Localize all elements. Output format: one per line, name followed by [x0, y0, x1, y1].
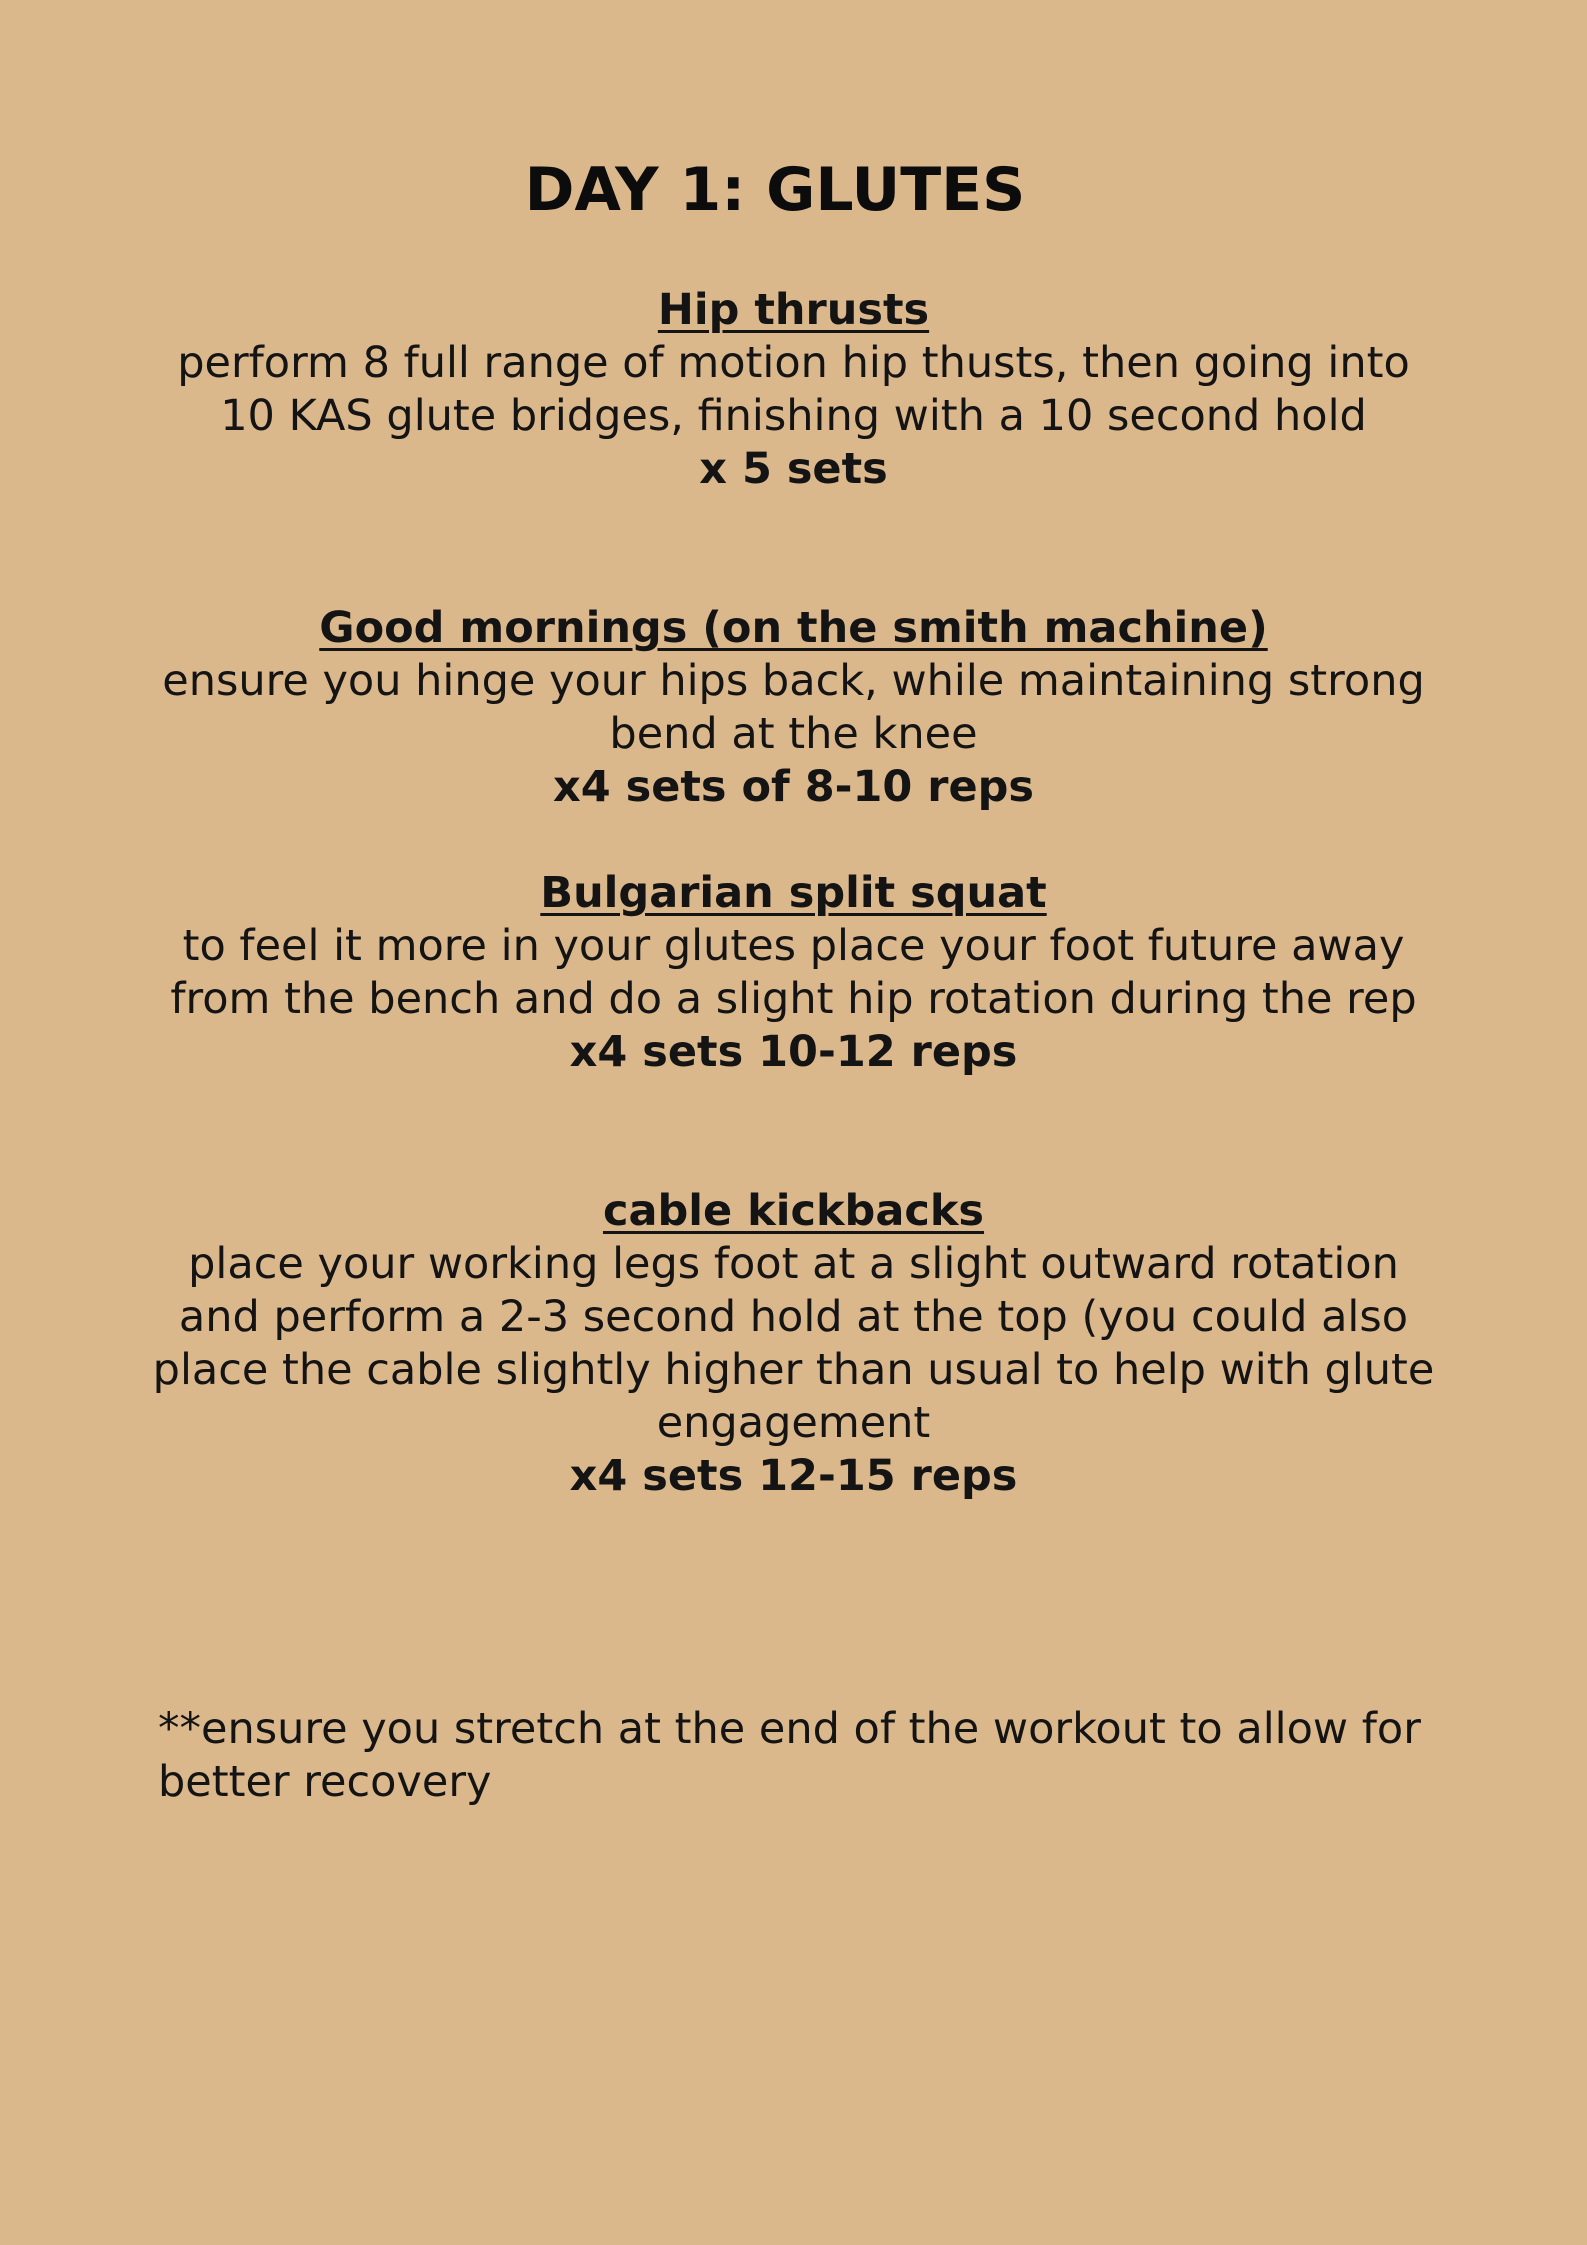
footer-note: **ensure you stretch at the end of the workout to allow for better recovery: [158, 1704, 1421, 1807]
page-title: DAY 1: GLUTES: [524, 155, 1026, 225]
exercise-block: [150, 602, 1437, 814]
exercise-name: cable kickbacks: [602, 1186, 985, 1236]
exercise-block: [150, 284, 1437, 496]
exercise-name: Hip thrusts: [657, 285, 930, 335]
exercise-description: place your working legs foot at a slight outward rotation and perform a 2-3 second hold at the top (you could also place the cable slightly higher than usual to help with glute engagement: [152, 1239, 1435, 1448]
exercise-block: [150, 867, 1437, 1079]
exercise-name: Good mornings (on the smith machine): [319, 603, 1268, 653]
exercise-sets: x 5 sets: [699, 444, 888, 494]
exercise-sets: x4 sets 10-12 reps: [569, 1027, 1018, 1077]
exercise-description: ensure you hinge your hips back, while maintaining strong bend at the knee: [162, 656, 1425, 759]
exercise-name: Bulgarian split squat: [540, 868, 1047, 918]
exercise-description: perform 8 full range of motion hip thusts, then going into 10 KAS glute bridges, finishing with a 10 second hold: [177, 338, 1410, 441]
exercise-description: to feel it more in your glutes place your foot future away from the bench and do a slight hip rotation during the rep: [170, 921, 1417, 1024]
exercise-block: [150, 1185, 1437, 1503]
exercise-sets: x4 sets of 8-10 reps: [552, 762, 1035, 812]
exercise-sets: x4 sets 12-15 reps: [569, 1451, 1018, 1501]
